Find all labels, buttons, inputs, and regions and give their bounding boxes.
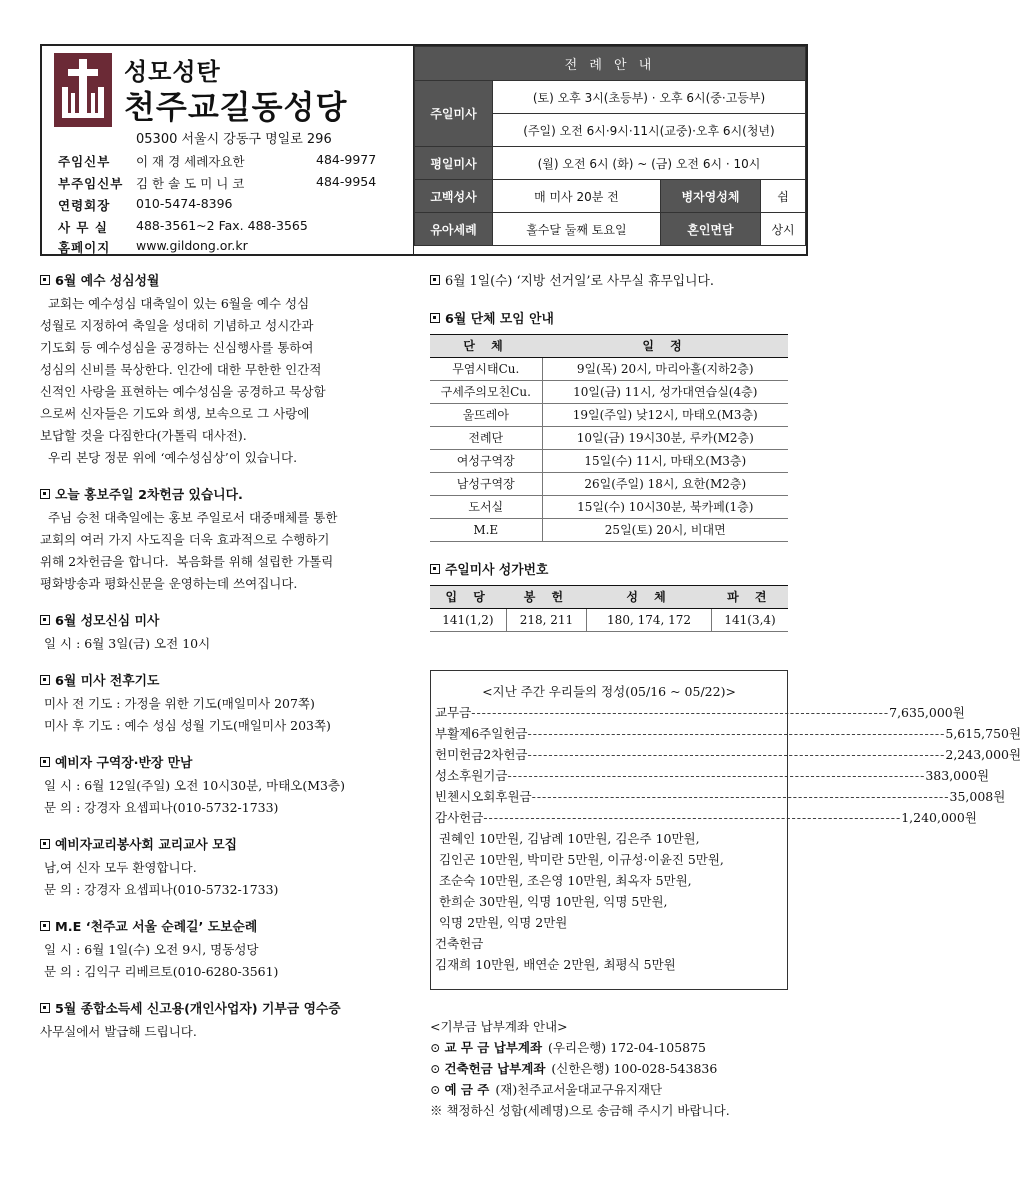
notice-line: 우리 본당 정문 위에 ‘예수성심상’이 있습니다. — [40, 450, 298, 465]
hymn-communion: 180, 174, 172 — [586, 609, 711, 632]
notice-section — [40, 835, 412, 901]
contact-phone: 484-9977 — [316, 152, 377, 167]
report-line: 교무금 -------------------------------------------------------------------------------- 7,635,000원 — [435, 705, 965, 720]
notice-line: 평화방송과 평화신문을 운영하는데 쓰여집니다. — [40, 576, 298, 591]
notice-heading: 6월 미사 전후기도 — [40, 671, 412, 693]
homepage-link[interactable]: www.gildong.or.kr — [136, 238, 248, 253]
sunday-mass-label: 주일미사 — [415, 81, 493, 147]
parish-logo — [54, 53, 112, 127]
confession-label: 고백성사 — [415, 180, 493, 213]
report-line: 성소후원기금 -------------------------------------------------------------------------------- 383,000원 — [435, 768, 990, 783]
contact-row — [58, 196, 316, 214]
parish-name: 천주교길동성당 — [124, 88, 348, 126]
notice-line: 일 시 : 6월 12일(주일) 오전 10시30분, 마태오(M3층) — [40, 778, 345, 793]
notice-line: 위해 2차헌금을 합니다. 복음화를 위해 설립한 가톨릭 — [40, 554, 334, 569]
notice-line: 으로써 신자들은 기도와 희생, 보속으로 그 사랑에 — [40, 406, 310, 421]
table-row — [430, 381, 788, 404]
notice-heading: 6월 예수 성심성월 — [40, 271, 412, 293]
brand-subtitle: 성모성탄 — [124, 58, 221, 86]
notice-heading: 예비자 구역장·반장 만남 — [40, 753, 412, 775]
left-column — [40, 271, 412, 1059]
donor-line: 한희순 30만원, 익명 10만원, 익명 5만원, — [435, 894, 668, 909]
meeting-schedule: 9일(목) 20시, 마리아홀(지하2층) — [542, 358, 788, 381]
contact-label: 사 무 실 — [58, 220, 108, 235]
notice-line: 주님 승천 대축일에는 홍보 주일로서 대중매체를 통한 — [40, 510, 338, 525]
group-name: 울뜨레아 — [430, 404, 542, 427]
meeting-schedule: 19일(주일) 낮12시, 마태오(M3층) — [542, 404, 788, 427]
hymn-heading: 주일미사 성가번호 — [430, 560, 790, 582]
notice-line: 미사 후 기도 : 예수 성심 성월 기도(매일미사 203쪽) — [40, 718, 331, 733]
notice-line: 일 시 : 6월 3일(금) 오전 10시 — [40, 636, 211, 651]
account-line: ⊙ 예 금 주 (재)천주교서울대교구유지재단 — [430, 1082, 663, 1097]
contact-row — [58, 218, 308, 236]
notice-section — [40, 753, 412, 819]
contact-label: 홈페이지 — [58, 240, 111, 255]
notice-heading: 예비자교리봉사회 교리교사 모집 — [40, 835, 412, 857]
confession-value: 매 미사 20분 전 — [493, 180, 661, 213]
donor-line: 익명 2만원, 익명 2만원 — [435, 915, 568, 930]
account-line: ⊙ 교 무 금 납부계좌 (우리은행) 172-04-105875 — [430, 1040, 707, 1055]
weekday-mass-times: (월) 오전 6시 (화) ~ (금) 오전 6시 · 10시 — [493, 147, 806, 180]
meeting-schedule: 10일(금) 11시, 성가대연습실(4층) — [542, 381, 788, 404]
meeting-schedule: 15일(수) 10시30분, 북카페(1층) — [542, 496, 788, 519]
schedule-table — [414, 46, 806, 246]
report-line: 감사헌금 -------------------------------------------------------------------------------- 1,240,000원 — [435, 810, 977, 825]
offering-report — [430, 670, 1021, 990]
notice-section — [40, 611, 412, 655]
notice-line: 문 의 : 김익구 리베르토(010-6280-3561) — [40, 964, 279, 979]
notice-line: 미사 전 기도 : 가정을 위한 기도(매일미사 207쪽) — [40, 696, 315, 711]
bullet-icon: ⊙ — [430, 1061, 445, 1076]
sunday-mass-times: (주일) 오전 6시·9시·11시(교중)·오후 6시(청년) — [493, 114, 806, 147]
donation-note: ※ 책정하신 성함(세례명)으로 송금해 주시기 바랍니다. — [430, 1103, 730, 1118]
report-title: <지난 주간 우리들의 정성(05/16 ~ 05/22)> — [482, 684, 736, 699]
right-column — [430, 271, 790, 632]
table-row — [430, 358, 788, 381]
contact-value: 010-5474-8396 — [136, 196, 233, 211]
donor-line: 조순숙 10만원, 조은영 10만원, 최옥자 5만원, — [435, 873, 692, 888]
account-line: ⊙ 건축헌금 납부계좌 (신한은행) 100-028-543836 — [430, 1061, 718, 1076]
bulletin-header — [40, 44, 808, 256]
meeting-schedule: 15일(수) 11시, 마태오(M3층) — [542, 450, 788, 473]
group-name: 무염시태Cu. — [430, 358, 542, 381]
meeting-schedule: 10일(금) 19시30분, 루카(M2층) — [542, 427, 788, 450]
hymn-offertory: 218, 211 — [506, 609, 586, 632]
table-row — [430, 450, 788, 473]
notice-line: 기도회 등 예수성심을 공경하는 신심행사를 통하여 — [40, 340, 314, 355]
group-name: 도서실 — [430, 496, 542, 519]
notice-line: 성월로 지정하여 축일을 성대히 기념하고 성시간과 — [40, 318, 314, 333]
notice-section — [40, 999, 412, 1043]
donor-line: 김인곤 10만원, 박미란 5만원, 이규성·이윤진 5만원, — [435, 852, 724, 867]
contact-phone: 484-9954 — [316, 174, 377, 189]
notice-line: 교회는 예수성심 대축일이 있는 6월을 예수 성심 — [40, 296, 310, 311]
liturgy-schedule — [414, 46, 806, 254]
notice-line: 사무실에서 발급해 드립니다. — [40, 1024, 197, 1039]
meeting-schedule: 25일(토) 20시, 비대면 — [542, 519, 788, 542]
meeting-schedule: 26일(주일) 18시, 요한(M2층) — [542, 473, 788, 496]
table-header: 단 체 — [430, 335, 542, 358]
notice-line: 문 의 : 강경자 요셉피나(010-5732-1733) — [40, 800, 279, 815]
wedding-value: 상시 — [761, 213, 806, 246]
hymn-table — [430, 585, 788, 632]
contact-label: 주임신부 — [58, 154, 111, 169]
parish-address: 05300 서울시 강동구 명일로 296 — [136, 132, 332, 147]
notice-line: 남,여 신자 모두 환영합니다. — [40, 860, 197, 875]
bullet-icon: ⊙ — [430, 1082, 445, 1097]
sick-communion-value: 쉼 — [761, 180, 806, 213]
donor-line: 권혜인 10만원, 김남례 10만원, 김은주 10만원, — [435, 831, 700, 846]
table-row — [430, 519, 788, 542]
notice-heading: 오늘 홍보주일 2차헌금 있습니다. — [40, 485, 412, 507]
table-header: 일 정 — [542, 335, 788, 358]
building-fund-label: 건축헌금 — [435, 936, 484, 951]
table-row — [430, 404, 788, 427]
wedding-label: 혼인면담 — [660, 213, 760, 246]
notice-section — [40, 271, 412, 469]
table-row — [430, 473, 788, 496]
contact-label: 연령회장 — [58, 198, 111, 213]
donation-accounts — [430, 1016, 790, 1121]
group-meeting-heading: 6월 단체 모임 안내 — [430, 309, 790, 331]
group-name: 남성구역장 — [430, 473, 542, 496]
notice-line: 보답할 것을 다짐한다(가톨릭 대사전). — [40, 428, 247, 443]
weekday-mass-label: 평일미사 — [415, 147, 493, 180]
notice-line: 교회의 여러 가지 사도직을 더욱 효과적으로 수행하기 — [40, 532, 330, 547]
report-line: 부활제6주일헌금 -------------------------------------------------------------------------------- 5,615,750원 — [435, 726, 1021, 741]
group-name: M.E — [430, 519, 542, 542]
infant-baptism-label: 유아세례 — [415, 213, 493, 246]
table-row — [430, 496, 788, 519]
hymn-entrance: 141(1,2) — [430, 609, 506, 632]
group-name: 구세주의모친Cu. — [430, 381, 542, 404]
contact-value: 이 재 경 세례자요한 — [136, 154, 245, 169]
group-name: 여성구역장 — [430, 450, 542, 473]
report-line: 헌미헌금2차헌금 -------------------------------------------------------------------------------- 2,243,000원 — [435, 747, 1021, 762]
contact-value: 488-3561~2 Fax. 488-3565 — [136, 218, 308, 233]
donation-title: <기부금 납부계좌 안내> — [430, 1019, 568, 1034]
schedule-title: 전 례 안 내 — [415, 47, 806, 81]
notice-line: 성심의 신비를 묵상한다. 인간에 대한 무한한 인간적 — [40, 362, 322, 377]
notice-section — [40, 485, 412, 595]
contact-label: 부주임신부 — [58, 176, 124, 191]
table-header: 파 견 — [712, 586, 788, 609]
notice-heading: M.E ‘천주교 서울 순례길’ 도보순례 — [40, 917, 412, 939]
notice-heading: 5월 종합소득세 신고용(개인사업자) 기부금 영수증 — [40, 999, 412, 1021]
saturday-mass-times: (토) 오후 3시(초등부) · 오후 6시(중·고등부) — [493, 81, 806, 114]
table-header: 봉 헌 — [506, 586, 586, 609]
sick-communion-label: 병자영성체 — [660, 180, 760, 213]
notice-line: 일 시 : 6월 1일(수) 오전 9시, 명동성당 — [40, 942, 259, 957]
cross-logo-icon — [54, 53, 112, 127]
contact-value: 김 한 솔 도 미 니 코 — [136, 176, 245, 191]
table-header: 입 당 — [430, 586, 506, 609]
office-closed-notice: 6월 1일(수) ‘지방 선거일’로 사무실 휴무입니다. — [430, 271, 790, 293]
table-row — [430, 427, 788, 450]
notice-line: 신적인 사랑을 표현하는 예수성심을 공경하고 묵상함 — [40, 384, 326, 399]
notice-heading: 6월 성모신심 미사 — [40, 611, 412, 633]
contact-row — [58, 174, 376, 192]
notice-section — [40, 917, 412, 983]
table-header: 성 체 — [586, 586, 711, 609]
parish-info — [42, 46, 414, 254]
infant-baptism-value: 홀수달 둘째 토요일 — [493, 213, 661, 246]
notice-line: 문 의 : 강경자 요셉피나(010-5732-1733) — [40, 882, 279, 897]
bullet-icon: ⊙ — [430, 1040, 445, 1055]
hymn-dismissal: 141(3,4) — [712, 609, 788, 632]
building-fund-donors: 김재희 10만원, 배연순 2만원, 최평식 5만원 — [435, 957, 676, 972]
notice-section — [40, 671, 412, 737]
contact-row — [58, 238, 316, 256]
group-name: 전례단 — [430, 427, 542, 450]
report-line: 빈첸시오회후원금 -------------------------------------------------------------------------------- 35,008원 — [435, 789, 1006, 804]
contact-row — [58, 152, 376, 170]
group-meeting-table — [430, 334, 788, 542]
